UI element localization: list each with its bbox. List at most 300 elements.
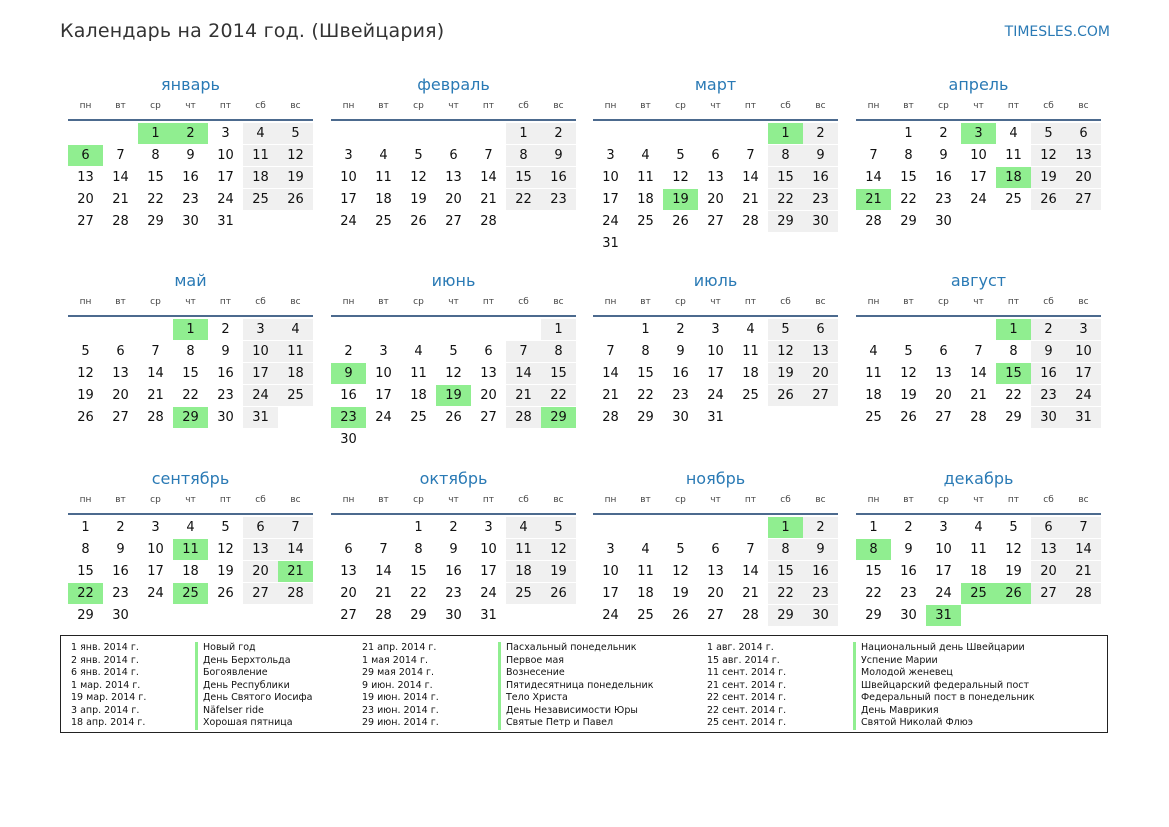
legend-date: 22 сент. 2014 г. bbox=[707, 692, 787, 703]
weekday-label: пт bbox=[1007, 101, 1020, 111]
day-cell: 21 bbox=[1066, 561, 1101, 582]
day-cell: 27 bbox=[243, 583, 278, 604]
day-cell: 12 bbox=[672, 170, 689, 185]
header-divider bbox=[68, 315, 313, 317]
month-name: март bbox=[694, 75, 737, 94]
day-cell: 20 bbox=[243, 561, 278, 582]
day-cell: 20 bbox=[77, 192, 94, 207]
days-grid bbox=[331, 319, 576, 451]
day-cell: 24 bbox=[935, 586, 952, 601]
day-cell: 29 bbox=[768, 211, 803, 232]
month-1 bbox=[68, 74, 313, 233]
day-cell: 20 bbox=[340, 586, 357, 601]
day-cell: 27 bbox=[445, 214, 462, 229]
day-cell: 13 bbox=[445, 170, 462, 185]
holiday-legend bbox=[60, 635, 1108, 733]
day-cell: 23 bbox=[1031, 385, 1066, 406]
day-cell: 14 bbox=[1066, 539, 1101, 560]
day-cell: 7 bbox=[151, 344, 160, 359]
legend-holiday-name: День Святого Иосифа bbox=[195, 692, 312, 705]
empty-cell bbox=[593, 319, 628, 340]
weekday-label: вт bbox=[378, 297, 389, 307]
empty-cell bbox=[628, 123, 663, 144]
day-cell: 4 bbox=[186, 520, 195, 535]
day-cell: 13 bbox=[340, 564, 357, 579]
day-cell: 18 bbox=[637, 192, 654, 207]
holiday-day-cell: 29 bbox=[173, 407, 208, 428]
weekday-header bbox=[593, 96, 838, 116]
weekday-label: вт bbox=[378, 495, 389, 505]
legend-date: 6 янв. 2014 г. bbox=[71, 667, 139, 678]
day-cell: 21 bbox=[970, 388, 987, 403]
legend-date: 21 сент. 2014 г. bbox=[707, 679, 787, 691]
day-cell: 14 bbox=[970, 366, 987, 381]
day-cell: 16 bbox=[935, 170, 952, 185]
empty-cell bbox=[856, 123, 891, 144]
day-cell: 13 bbox=[935, 366, 952, 381]
day-cell: 2 bbox=[116, 520, 125, 535]
day-cell: 21 bbox=[480, 192, 497, 207]
weekday-header bbox=[593, 292, 838, 312]
day-cell: 29 bbox=[1005, 410, 1022, 425]
weekday-label: пт bbox=[1007, 297, 1020, 307]
day-cell: 22 bbox=[410, 586, 427, 601]
day-cell: 18 bbox=[182, 564, 199, 579]
day-cell: 21 bbox=[147, 388, 164, 403]
legend-date: 15 авг. 2014 г. bbox=[707, 654, 780, 666]
day-cell: 4 bbox=[746, 322, 755, 337]
holiday-day-cell: 3 bbox=[961, 123, 996, 144]
day-cell: 2 bbox=[1031, 319, 1066, 340]
day-cell: 28 bbox=[506, 407, 541, 428]
weekday-label: сб bbox=[1043, 297, 1054, 307]
header-divider bbox=[856, 315, 1101, 317]
month-name: январь bbox=[161, 75, 220, 94]
day-cell: 6 bbox=[484, 344, 493, 359]
day-cell: 4 bbox=[278, 319, 313, 340]
weekday-label: пт bbox=[219, 495, 232, 505]
day-cell: 10 bbox=[480, 542, 497, 557]
day-cell: 15 bbox=[865, 564, 882, 579]
day-cell: 30 bbox=[935, 214, 952, 229]
day-cell: 29 bbox=[637, 410, 654, 425]
weekday-label: вт bbox=[903, 101, 914, 111]
day-cell: 24 bbox=[243, 385, 278, 406]
holiday-day-cell: 31 bbox=[926, 605, 961, 626]
weekday-label: вт bbox=[640, 495, 651, 505]
weekday-label: ср bbox=[675, 495, 686, 505]
weekday-header bbox=[856, 292, 1101, 312]
empty-cell bbox=[436, 123, 471, 144]
day-cell: 26 bbox=[217, 586, 234, 601]
weekday-header bbox=[856, 490, 1101, 510]
legend-holiday-name: Новый год bbox=[195, 642, 256, 655]
header-divider bbox=[593, 315, 838, 317]
day-cell: 12 bbox=[77, 366, 94, 381]
day-cell: 12 bbox=[217, 542, 234, 557]
day-cell: 3 bbox=[1066, 319, 1101, 340]
weekday-label: ср bbox=[413, 297, 424, 307]
day-cell: 14 bbox=[865, 170, 882, 185]
day-cell: 11 bbox=[865, 366, 882, 381]
day-cell: 9 bbox=[541, 145, 576, 166]
month-name: сентябрь bbox=[151, 469, 230, 488]
day-cell: 26 bbox=[445, 410, 462, 425]
day-cell: 22 bbox=[637, 388, 654, 403]
day-cell: 7 bbox=[974, 344, 983, 359]
day-cell: 16 bbox=[445, 564, 462, 579]
days-grid bbox=[593, 319, 838, 429]
day-cell: 30 bbox=[182, 214, 199, 229]
day-cell: 29 bbox=[77, 608, 94, 623]
day-cell: 18 bbox=[637, 586, 654, 601]
day-cell: 12 bbox=[278, 145, 313, 166]
day-cell: 2 bbox=[541, 123, 576, 144]
day-cell: 20 bbox=[935, 388, 952, 403]
day-cell: 17 bbox=[707, 366, 724, 381]
weekday-header bbox=[331, 96, 576, 116]
empty-cell bbox=[68, 123, 103, 144]
day-cell: 20 bbox=[480, 388, 497, 403]
weekday-label: сб bbox=[780, 297, 791, 307]
weekday-label: чт bbox=[448, 495, 459, 505]
legend-date: 29 мая 2014 г. bbox=[362, 667, 435, 678]
weekday-label: вс bbox=[290, 297, 301, 307]
month-name: апрель bbox=[948, 75, 1009, 94]
weekday-label: пт bbox=[482, 297, 495, 307]
empty-cell bbox=[663, 123, 698, 144]
day-cell: 8 bbox=[768, 539, 803, 560]
month-8 bbox=[856, 270, 1101, 429]
header-divider bbox=[856, 119, 1101, 121]
day-cell: 15 bbox=[410, 564, 427, 579]
day-cell: 3 bbox=[606, 542, 615, 557]
day-cell: 7 bbox=[484, 148, 493, 163]
weekday-label: чт bbox=[448, 101, 459, 111]
empty-cell bbox=[593, 517, 628, 538]
month-name: февраль bbox=[417, 75, 490, 94]
month-name: июль bbox=[693, 271, 738, 290]
day-cell: 19 bbox=[768, 363, 803, 384]
day-cell: 8 bbox=[541, 341, 576, 362]
days-grid bbox=[856, 123, 1101, 233]
weekday-label: вт bbox=[115, 101, 126, 111]
day-cell: 25 bbox=[506, 583, 541, 604]
legend-date: 19 июн. 2014 г. bbox=[362, 692, 439, 703]
day-cell: 17 bbox=[480, 564, 497, 579]
day-cell: 4 bbox=[869, 344, 878, 359]
month-4 bbox=[856, 74, 1101, 233]
day-cell: 30 bbox=[803, 605, 838, 626]
day-cell: 5 bbox=[278, 123, 313, 144]
day-cell: 28 bbox=[865, 214, 882, 229]
weekday-label: сб bbox=[518, 297, 529, 307]
day-cell: 28 bbox=[147, 410, 164, 425]
days-grid bbox=[856, 319, 1101, 429]
day-cell: 27 bbox=[1066, 189, 1101, 210]
holiday-day-cell: 1 bbox=[138, 123, 173, 144]
day-cell: 24 bbox=[217, 192, 234, 207]
weekday-header bbox=[856, 96, 1101, 116]
day-cell: 13 bbox=[1031, 539, 1066, 560]
day-cell: 15 bbox=[147, 170, 164, 185]
day-cell: 13 bbox=[803, 341, 838, 362]
weekday-label: пн bbox=[604, 297, 617, 307]
day-cell: 25 bbox=[375, 214, 392, 229]
day-cell: 3 bbox=[379, 344, 388, 359]
day-cell: 19 bbox=[77, 388, 94, 403]
day-cell: 26 bbox=[1031, 189, 1066, 210]
day-cell: 17 bbox=[375, 388, 392, 403]
day-cell: 20 bbox=[707, 586, 724, 601]
month-name: июнь bbox=[431, 271, 476, 290]
holiday-day-cell: 29 bbox=[541, 407, 576, 428]
day-cell: 4 bbox=[243, 123, 278, 144]
day-cell: 11 bbox=[243, 145, 278, 166]
weekday-label: пн bbox=[604, 495, 617, 505]
day-cell: 23 bbox=[803, 583, 838, 604]
holiday-day-cell: 22 bbox=[68, 583, 103, 604]
day-cell: 28 bbox=[112, 214, 129, 229]
day-cell: 20 bbox=[112, 388, 129, 403]
day-cell: 10 bbox=[1066, 341, 1101, 362]
day-cell: 30 bbox=[900, 608, 917, 623]
holiday-day-cell: 18 bbox=[996, 167, 1031, 188]
empty-cell bbox=[506, 319, 541, 340]
day-cell: 14 bbox=[480, 170, 497, 185]
weekday-label: чт bbox=[185, 101, 196, 111]
weekday-label: пт bbox=[482, 101, 495, 111]
day-cell: 29 bbox=[768, 605, 803, 626]
day-cell: 5 bbox=[676, 542, 685, 557]
day-cell: 2 bbox=[344, 344, 353, 359]
weekday-label: ср bbox=[938, 297, 949, 307]
day-cell: 25 bbox=[278, 385, 313, 406]
day-cell: 13 bbox=[707, 170, 724, 185]
day-cell: 26 bbox=[768, 385, 803, 406]
weekday-label: сб bbox=[255, 101, 266, 111]
brand-link[interactable]: TIMESLES.COM bbox=[1004, 24, 1110, 40]
empty-cell bbox=[436, 319, 471, 340]
legend-holiday-name: Святой Николай Флюэ bbox=[853, 717, 973, 730]
day-cell: 6 bbox=[939, 344, 948, 359]
day-cell: 31 bbox=[707, 410, 724, 425]
month-name: май bbox=[174, 271, 207, 290]
day-cell: 24 bbox=[1066, 385, 1101, 406]
day-cell: 19 bbox=[217, 564, 234, 579]
legend-holiday-name: День Маврикия bbox=[853, 705, 939, 718]
month-10 bbox=[331, 468, 576, 627]
day-cell: 15 bbox=[182, 366, 199, 381]
empty-cell bbox=[698, 517, 733, 538]
day-cell: 8 bbox=[904, 148, 913, 163]
weekday-label: пт bbox=[744, 101, 757, 111]
legend-holiday-name: Тело Христа bbox=[498, 692, 568, 705]
day-cell: 26 bbox=[77, 410, 94, 425]
day-cell: 25 bbox=[637, 608, 654, 623]
day-cell: 27 bbox=[803, 385, 838, 406]
legend-date: 25 сент. 2014 г. bbox=[707, 717, 787, 728]
weekday-label: сб bbox=[518, 495, 529, 505]
day-cell: 13 bbox=[243, 539, 278, 560]
legend-holiday-name: Пятидесятница понедельник bbox=[498, 680, 653, 693]
day-cell: 27 bbox=[77, 214, 94, 229]
day-cell: 6 bbox=[711, 148, 720, 163]
day-cell: 30 bbox=[340, 432, 357, 447]
day-cell: 14 bbox=[602, 366, 619, 381]
day-cell: 3 bbox=[939, 520, 948, 535]
holiday-day-cell: 6 bbox=[68, 145, 103, 166]
day-cell: 27 bbox=[480, 410, 497, 425]
day-cell: 18 bbox=[970, 564, 987, 579]
day-cell: 26 bbox=[541, 583, 576, 604]
weekday-label: сб bbox=[1043, 101, 1054, 111]
legend-holiday-name: Первое мая bbox=[498, 655, 564, 668]
day-cell: 25 bbox=[410, 410, 427, 425]
legend-holiday-name: Пасхальный понедельник bbox=[498, 642, 637, 655]
day-cell: 19 bbox=[1031, 167, 1066, 188]
day-cell: 13 bbox=[707, 564, 724, 579]
legend-date: 23 июн. 2014 г. bbox=[362, 704, 439, 716]
day-cell: 12 bbox=[410, 170, 427, 185]
day-cell: 29 bbox=[147, 214, 164, 229]
weekday-label: вт bbox=[903, 495, 914, 505]
legend-date: 21 апр. 2014 г. bbox=[362, 642, 437, 653]
day-cell: 14 bbox=[112, 170, 129, 185]
day-cell: 15 bbox=[768, 167, 803, 188]
day-cell: 31 bbox=[217, 214, 234, 229]
day-cell: 20 bbox=[445, 192, 462, 207]
day-cell: 27 bbox=[340, 608, 357, 623]
month-name: ноябрь bbox=[685, 469, 746, 488]
holiday-day-cell: 21 bbox=[856, 189, 891, 210]
day-cell: 17 bbox=[340, 192, 357, 207]
weekday-label: ср bbox=[938, 495, 949, 505]
day-cell: 17 bbox=[1066, 363, 1101, 384]
days-grid bbox=[68, 123, 313, 233]
day-cell: 1 bbox=[641, 322, 650, 337]
month-2 bbox=[331, 74, 576, 233]
empty-cell bbox=[733, 123, 768, 144]
month-3 bbox=[593, 74, 838, 255]
legend-date: 11 сент. 2014 г. bbox=[707, 667, 787, 678]
day-cell: 8 bbox=[1009, 344, 1018, 359]
weekday-label: чт bbox=[710, 101, 721, 111]
empty-cell bbox=[733, 517, 768, 538]
weekday-label: вс bbox=[553, 495, 564, 505]
legend-holiday-name: Федеральный пост в понедельник bbox=[853, 692, 1035, 705]
holiday-day-cell: 1 bbox=[768, 123, 803, 144]
day-cell: 26 bbox=[672, 214, 689, 229]
day-cell: 28 bbox=[1066, 583, 1101, 604]
day-cell: 24 bbox=[602, 214, 619, 229]
weekday-label: вт bbox=[378, 101, 389, 111]
weekday-label: вс bbox=[815, 101, 826, 111]
day-cell: 19 bbox=[541, 561, 576, 582]
day-cell: 21 bbox=[506, 385, 541, 406]
day-cell: 13 bbox=[480, 366, 497, 381]
day-cell: 17 bbox=[970, 170, 987, 185]
day-cell: 23 bbox=[112, 586, 129, 601]
holiday-day-cell: 25 bbox=[173, 583, 208, 604]
day-cell: 10 bbox=[217, 148, 234, 163]
day-cell: 16 bbox=[803, 561, 838, 582]
legend-holiday-name: Национальный день Швейцарии bbox=[853, 642, 1025, 655]
weekday-label: чт bbox=[973, 297, 984, 307]
day-cell: 11 bbox=[637, 564, 654, 579]
day-cell: 5 bbox=[768, 319, 803, 340]
weekday-label: вт bbox=[903, 297, 914, 307]
weekday-label: вт bbox=[115, 297, 126, 307]
day-cell: 9 bbox=[939, 148, 948, 163]
legend-date: 2 янв. 2014 г. bbox=[71, 654, 139, 666]
day-cell: 12 bbox=[445, 366, 462, 381]
day-cell: 22 bbox=[768, 583, 803, 604]
day-cell: 24 bbox=[970, 192, 987, 207]
weekday-label: чт bbox=[448, 297, 459, 307]
holiday-day-cell: 11 bbox=[173, 539, 208, 560]
day-cell: 23 bbox=[672, 388, 689, 403]
day-cell: 6 bbox=[803, 319, 838, 340]
day-cell: 7 bbox=[869, 148, 878, 163]
month-5 bbox=[68, 270, 313, 429]
day-cell: 7 bbox=[606, 344, 615, 359]
day-cell: 16 bbox=[182, 170, 199, 185]
day-cell: 6 bbox=[1031, 517, 1066, 538]
day-cell: 22 bbox=[1005, 388, 1022, 403]
day-cell: 22 bbox=[768, 189, 803, 210]
day-cell: 5 bbox=[1031, 123, 1066, 144]
day-cell: 13 bbox=[77, 170, 94, 185]
weekday-header bbox=[68, 96, 313, 116]
day-cell: 24 bbox=[375, 410, 392, 425]
weekday-label: вс bbox=[1078, 297, 1089, 307]
day-cell: 11 bbox=[1005, 148, 1022, 163]
day-cell: 17 bbox=[243, 363, 278, 384]
month-9 bbox=[68, 468, 313, 627]
day-cell: 10 bbox=[243, 341, 278, 362]
day-cell: 25 bbox=[865, 410, 882, 425]
header-divider bbox=[68, 513, 313, 515]
day-cell: 28 bbox=[480, 214, 497, 229]
day-cell: 5 bbox=[1009, 520, 1018, 535]
day-cell: 12 bbox=[541, 539, 576, 560]
day-cell: 21 bbox=[112, 192, 129, 207]
weekday-label: вт bbox=[640, 101, 651, 111]
day-cell: 22 bbox=[182, 388, 199, 403]
weekday-label: пн bbox=[604, 101, 617, 111]
day-cell: 15 bbox=[900, 170, 917, 185]
day-cell: 24 bbox=[340, 214, 357, 229]
day-cell: 29 bbox=[410, 608, 427, 623]
empty-cell bbox=[401, 319, 436, 340]
day-cell: 16 bbox=[803, 167, 838, 188]
day-cell: 10 bbox=[147, 542, 164, 557]
empty-cell bbox=[628, 517, 663, 538]
day-cell: 5 bbox=[81, 344, 90, 359]
day-cell: 8 bbox=[641, 344, 650, 359]
day-cell: 24 bbox=[147, 586, 164, 601]
weekday-label: ср bbox=[150, 101, 161, 111]
weekday-label: пт bbox=[744, 297, 757, 307]
weekday-label: пт bbox=[744, 495, 757, 505]
weekday-label: пн bbox=[867, 101, 880, 111]
empty-cell bbox=[366, 517, 401, 538]
day-cell: 19 bbox=[672, 586, 689, 601]
month-name: август bbox=[950, 271, 1007, 290]
day-cell: 11 bbox=[278, 341, 313, 362]
legend-holiday-name: Näfelser ride bbox=[195, 705, 264, 718]
